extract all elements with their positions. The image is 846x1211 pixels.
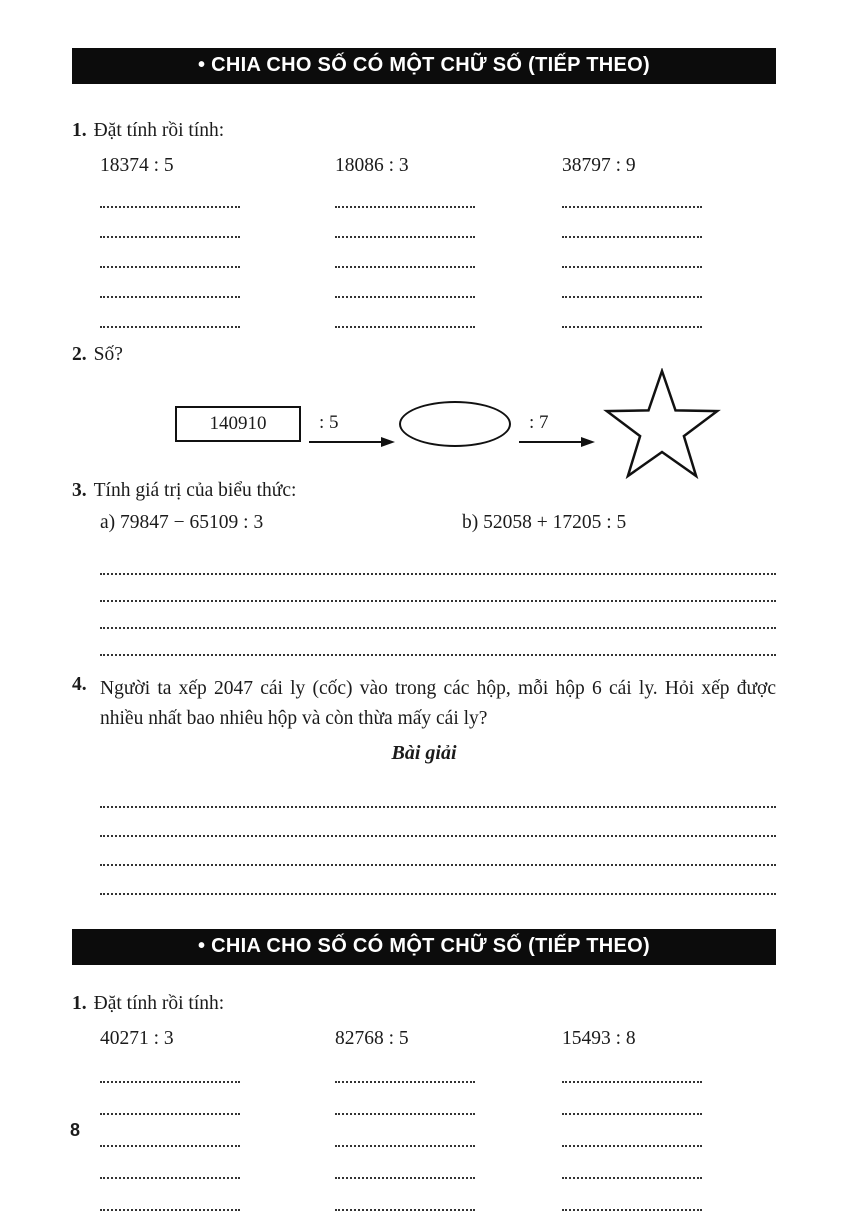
- exercise-1b-heading: [72, 991, 776, 1017]
- word-problem-text: Người ta xếp 2047 cái ly (cốc) vào trong các hộp, mỗi hộp 6 cái ly. Hỏi xếp được nhiều nhất bao nhiêu hộp và còn thừa mấy cái ly?: [100, 678, 776, 729]
- answer-line: [100, 602, 776, 629]
- section-header-bottom: [72, 929, 776, 965]
- section-header-top: [72, 48, 776, 84]
- answer-line: [562, 268, 702, 298]
- answer-line: [562, 1051, 702, 1083]
- division-problem: 38797 : 9: [562, 155, 636, 176]
- page-number: 8: [70, 1120, 81, 1140]
- exercise-label: Số?: [93, 344, 123, 365]
- exercise-1b-columns: [72, 1027, 776, 1211]
- answer-line: [335, 178, 475, 208]
- answer-line: [335, 1147, 475, 1179]
- exercise-1-columns: [72, 154, 776, 328]
- answer-line: [100, 837, 776, 866]
- answer-line: [335, 298, 475, 328]
- answer-line: [100, 779, 776, 808]
- operation-label: : 5: [319, 411, 339, 433]
- problem-column: [100, 154, 245, 328]
- second-section: [72, 991, 776, 1211]
- answer-line: [562, 238, 702, 268]
- answer-line: [100, 629, 776, 656]
- expression-a: a) 79847 − 65109 : 3: [100, 512, 264, 533]
- answer-line: [100, 238, 240, 268]
- exercise-label: Tính giá trị của biểu thức:: [93, 480, 297, 501]
- answer-line: [562, 298, 702, 328]
- answer-line: [100, 808, 776, 837]
- answer-line: [562, 178, 702, 208]
- division-problem: 40271 : 3: [100, 1028, 174, 1049]
- exercise-1-heading: [72, 118, 776, 144]
- answer-line: [335, 208, 475, 238]
- answer-line: [562, 1147, 702, 1179]
- problem-column: [335, 154, 480, 328]
- first-operation: [309, 412, 395, 449]
- division-problem: 18374 : 5: [100, 155, 174, 176]
- start-number: 140910: [209, 413, 267, 434]
- problem-column: [100, 1027, 245, 1211]
- answer-line: [100, 1115, 240, 1147]
- answer-line: [335, 1083, 475, 1115]
- exercise-label: Đặt tính rồi tính:: [93, 120, 225, 141]
- section-title: • CHIA CHO SỐ CÓ MỘT CHỮ SỐ (TIẾP THEO): [198, 935, 650, 957]
- star-placeholder: [601, 368, 723, 480]
- star-icon: [601, 368, 723, 480]
- answer-line: [100, 208, 240, 238]
- exercise-number: 2.: [72, 344, 87, 365]
- answer-line: [335, 268, 475, 298]
- problem-column: [562, 1027, 707, 1211]
- answer-line: [100, 1179, 240, 1211]
- answer-line: [335, 238, 475, 268]
- exercise-3-heading: [72, 478, 776, 504]
- exercise-2-heading: [72, 342, 776, 368]
- arrow-icon: [519, 435, 595, 449]
- answer-line: [100, 575, 776, 602]
- problem-column: [562, 154, 707, 328]
- answer-line: [100, 178, 240, 208]
- answer-line: [100, 298, 240, 328]
- arrow-icon: [309, 435, 395, 449]
- expression-b: b) 52058 + 17205 : 5: [462, 512, 627, 533]
- answer-line: [100, 548, 776, 575]
- answer-line: [562, 1115, 702, 1147]
- answer-line: [335, 1179, 475, 1211]
- operation-label: : 7: [529, 411, 549, 433]
- section-title: • CHIA CHO SỐ CÓ MỘT CHỮ SỐ (TIẾP THEO): [198, 54, 650, 76]
- answer-line: [335, 1115, 475, 1147]
- division-problem: 18086 : 3: [335, 155, 409, 176]
- answer-line: [562, 208, 702, 238]
- answer-line: [100, 1083, 240, 1115]
- exercise-number: 3.: [72, 480, 87, 501]
- number-chain-diagram: [175, 370, 776, 478]
- solution-heading: Bài giải: [391, 742, 457, 764]
- ellipse-placeholder: [399, 401, 511, 447]
- division-problem: 82768 : 5: [335, 1028, 409, 1049]
- answer-line: [335, 1051, 475, 1083]
- answer-line: [562, 1179, 702, 1211]
- exercise-number: 1.: [72, 120, 87, 141]
- answer-line: [100, 866, 776, 895]
- exercise-number: 1.: [72, 993, 87, 1014]
- exercise-4: [72, 674, 776, 734]
- answer-line: [562, 1083, 702, 1115]
- second-operation: [519, 412, 595, 449]
- exercise-number: 4.: [72, 674, 87, 695]
- answer-line: [100, 1051, 240, 1083]
- problem-column: [335, 1027, 480, 1211]
- answer-line: [100, 1147, 240, 1179]
- answer-line: [100, 268, 240, 298]
- division-problem: 15493 : 8: [562, 1028, 636, 1049]
- start-number-box: [175, 406, 301, 442]
- exercise-label: Đặt tính rồi tính:: [93, 993, 225, 1014]
- expression-row: [72, 512, 776, 534]
